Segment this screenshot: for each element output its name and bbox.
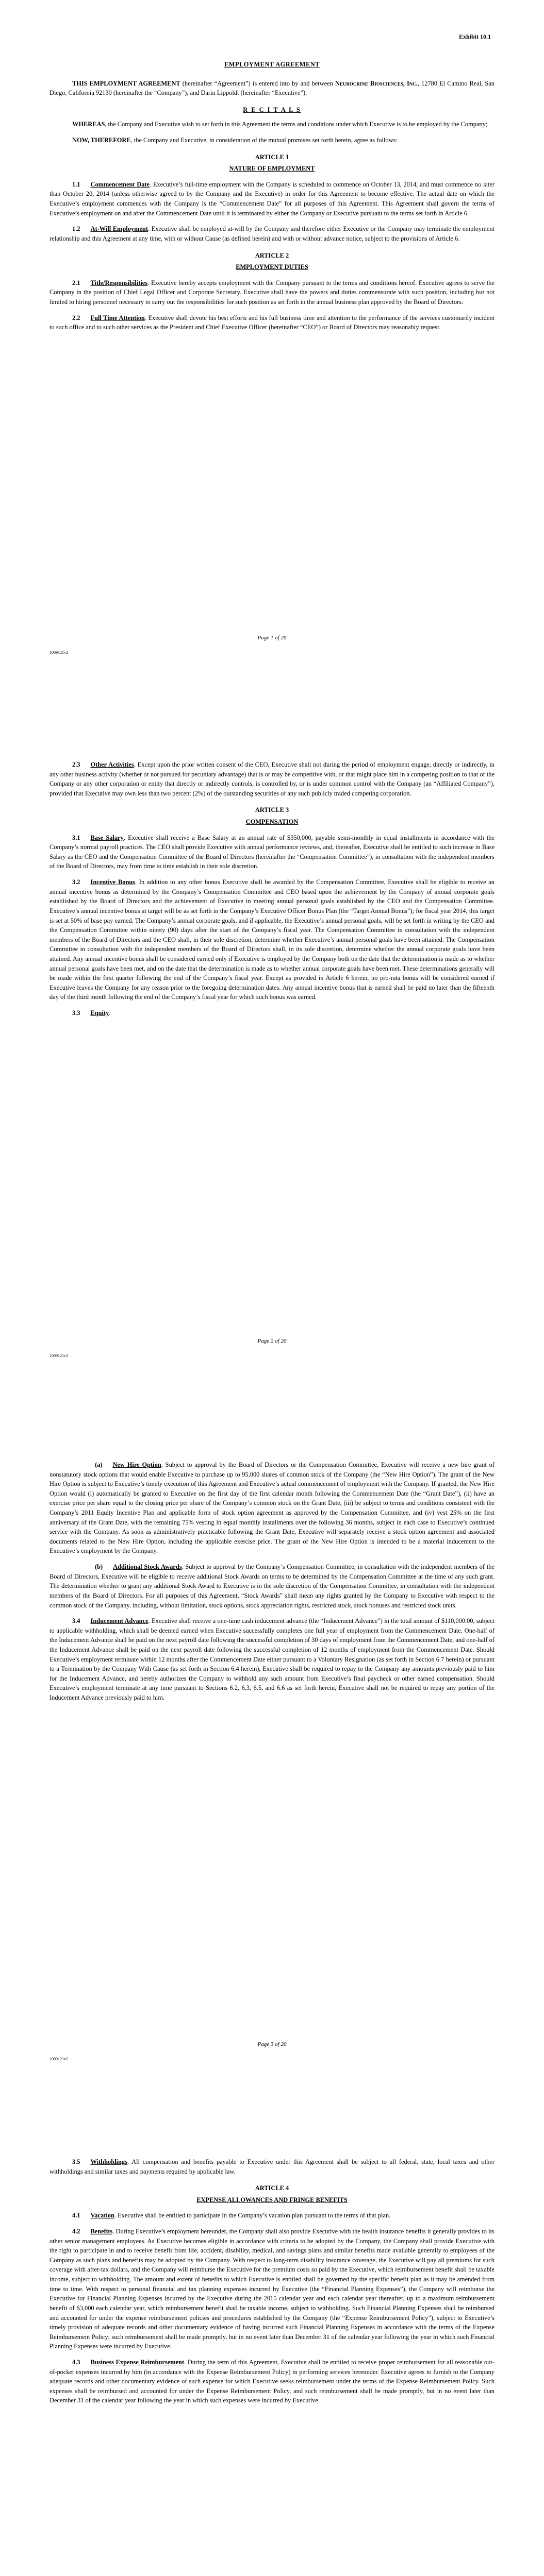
subsection-label: (b) [95, 1563, 103, 1571]
section-heading: Benefits [90, 2228, 113, 2235]
section-3-1 [50, 833, 494, 871]
exhibit-label: Exhibit 10.1 [459, 33, 491, 40]
now-therefore-text: , the Company and Executive, in consideration of the mutual promises set forth herein, agree as follows: [130, 137, 398, 144]
section-2-3 [50, 760, 494, 798]
section-heading: Incentive Bonus [90, 878, 136, 886]
section-number: 4.1 [72, 2212, 80, 2219]
section-heading: Vacation [90, 2212, 114, 2219]
section-heading: Equity [90, 1009, 109, 1017]
section-text: . Except upon the prior written consent of the CEO, Executive shall not during the period of employment engage, directly or indirectly, in any other business activity (whether or not pursued for pecuniary advantage) that is or may be competitive with, or that might place him in a competing position to that of the Company or any other corporation or entity that directly or indirectly controls, is controlled by, or is under common control with the Company (an “Affiliated Company”), provided that Executive may own less than two percent (2%) of the outstanding securities of any such publicly traded competing corporation. [50, 761, 495, 797]
article-3-heading: ARTICLE 3 [255, 806, 289, 814]
section-3-3 [50, 1008, 494, 1018]
document-page-4 [0, 2110, 544, 2576]
section-3-2 [50, 877, 494, 1002]
section-1-1 [50, 180, 494, 218]
section-heading: Business Expense Reimbursement [90, 2358, 185, 2366]
section-text: . Executive shall be employed at-will by the Company and therefore either Executive or the Company may terminate the employment relationship and this Agreement at any time, with or without Cause (as defined herein) and with or without advance notice, subject to the provisions of Article 6. [50, 225, 494, 242]
section-2-1 [50, 278, 494, 307]
article-2-heading: ARTICLE 2 [255, 251, 289, 259]
page-footer: Page 1 of 20 [257, 635, 287, 641]
section-text: . In addition to any other bonus Executive shall be awarded by the Compensation Committee, Executive shall be eligible to receive an annual incentive bonus as determined by the Company’s Compensation Committee and CEO based upon the achievement by the Company of annual corporate goals established by the Board of Directors and the achievement of Executive in meeting annual personal goals established by the CEO and the Compensation Committee. Executive’s annual incentive bonus at target will be as set forth in the Company’s Executive Officer Bonus Plan (the “Target Annual Bonus”); for fiscal year 2014, this target is set at 50% of base pay earned. The Company’s annual corporate goals, and if applicable, the Executive’s annual personal goals, will be set forth in writing by the CEO and the Compensation Committee within ninety (90) days after the start of the Company’s fiscal year. The Compensation Committee in consultation with the independent members of the Board of Directors and the CEO shall, in their sole discretion, determine whether Executive’s annual personal goals have been attained. The Compensation Committee in consultation with the independent members of the Board of Directors shall, in its sole discretion, determine whether the annual corporate goals have been attained. Any annual incentive bonus shall be considered earned only if Executive is employed by the Company both on the date that the determination is made as to whether annual personal goals have been met, and on the date that the determination is made as to whether annual corporate goals have been met. These determinations generally will be made within the first quarter following the end of the Company’s fiscal year. Except as provided in Article 6 herein, no pro-rata bonus will be considered earned if Executive leaves the Company for any reason prior to the foregoing determination dates. Any annual incentive bonus that is earned shall be paid no later than the fifteenth day of the third month following the end of the Company’s fiscal year for which such bonus was earned. [50, 878, 494, 1001]
section-heading: Other Activities [90, 761, 134, 768]
whereas-text: , the Company and Executive wish to set forth in this Agreement the terms and conditions under which Executive is to be employed by the Company; [105, 121, 488, 128]
section-number: 3.1 [72, 834, 80, 841]
whereas-lead: WHEREAS [72, 121, 105, 128]
article-1-heading: ARTICLE 1 [255, 153, 289, 161]
section-number: 3.5 [72, 2158, 80, 2165]
document-code: 1009121v2 [50, 2057, 68, 2061]
section-number: 3.4 [72, 1617, 80, 1625]
section-text: . Subject to approval by the Company’s Compensation Committee, in consultation with the independent members of the Board of Directors, Executive will be eligible to receive additional Stock Awards on terms to be determined by the Compensation Committee at the time of any such grant. The determination whether to grant any additional Stock Award to Executive is in the sole discretion of the Compensation Committee, in consultation with the independent members of the Board of Directors. For all purposes of this Agreement, “Stock Awards” shall mean any rights granted by the Company to Executive with respect to the common stock of the Company, including, without limitation, stock options, stock appreciation rights, restricted stock, stock bonuses and restricted stock units. [50, 1563, 494, 1609]
section-number: 3.3 [72, 1009, 80, 1017]
section-text: . During Executive’s employment hereunder, the Company shall also provide Executive with the health insurance benefits it generally provides to its other senior management employees. As Executive becomes eligible in accordance with criteria to be adopted by the Company, the Company shall provide Executive with the right to participate in and to receive benefit from life, accident, disability, medical, and savings plans and similar benefits made available generally to employees of the Company as such plans and benefits may be adopted by the Company. With respect to long-term disability insurance coverage, the Executive will pay all premiums for such coverage with after-tax dollars, and the Company will reimburse the Executive for the premium costs so paid by the Executive, which reimbursement benefit shall be taxable income, subject to withholding. The amount and extent of benefits to which Executive is entitled shall be governed by the specific benefit plan as it may be amended from time to time. With respect to personal financial and tax planning expenses incurred by Executive (the “Financial Planning Expenses”), the Company will reimburse the Executive for Financial Planning Expenses incurred by the Executive during the 2015 calendar year and each calendar year thereafter, up to a maximum reimbursement benefit of $3,000 each calendar year, which reimbursement benefit shall be taxable income, subject to withholding. Such Financial Planning Expenses shall be reimbursed and accounted for under the expense reimbursement policies and procedures established by the Company (the “Expense Reimbursement Policy”), subject to Executive’s timely provision of adequate records and other documentary evidence of having incurred such Financial Planning Expenses in accordance with the terms of the Expense Reimbursement Policy; such reimbursement shall be made promptly, but in no event later than December 31 of the calendar year following the year in which such Financial Planning Expenses were incurred by Executive. [50, 2228, 494, 2350]
section-text: . Executive hereby accepts employment with the Company pursuant to the terms and conditions hereof. Executive agrees to serve the Company in the position of Chief Legal Officer and Corporate Secretary. Executive shall have the powers and duties commensurate with such position, including but not limited to hiring personnel necessary to carry out the responsibilities for such position as set forth in the annual business plan approved by the Board of Directors. [50, 279, 494, 306]
section-text: . Executive shall be entitled to participate in the Company’s vacation plan pursuant to the terms of that plan. [114, 2212, 391, 2219]
intro-text-a: (hereinafter “Agreement”) is entered into by and between [180, 79, 335, 87]
section-text: . During the term of this Agreement, Executive shall be entitled to receive proper reimbursement for all reasonable out-of-pocket expenses incurred by him (in accordance with the Expense Reimbursement Policy) in performing services hereunder. Executive agrees to furnish to the Company adequate records and other documentary evidence of such expense for which Executive seeks reimbursement under the terms of the Expense Reimbursement Policy. Such expenses shall be reimbursed and accounted for under the Expense Reimbursement Policy, and such reimbursement shall be made promptly, but in no event later than December 31 of the calendar year following the year in which such expenses were incurred by Executive. [50, 2358, 494, 2404]
section-text: . Executive’s full-time employment with the Company is scheduled to commence on October 13, 2014, and must commence no later than October 20, 2014 (unless otherwise agreed to by the Company and the Executive) in order for this Agreement to become effective. The actual date on which the Executive’s employment commences with the Company is the “Commencement Date” for all purposes of this Agreement. This Agreement shall govern the terms of Executive’s employment on and after the Commencement Date until it is terminated by either the Company or Executive pursuant to the terms set forth in Article 6. [50, 180, 495, 217]
article-3-title: COMPENSATION [245, 818, 299, 826]
article-4-title: EXPENSE ALLOWANCES AND FRINGE BENEFITS [196, 2196, 348, 2204]
section-number: 2.2 [72, 314, 80, 321]
article-2-title: EMPLOYMENT DUTIES [236, 263, 308, 271]
section-2-2 [50, 313, 494, 332]
section-heading: Full Time Attention [90, 314, 145, 321]
section-number: 2.3 [72, 761, 80, 768]
section-3-3-b [50, 1562, 494, 1610]
article-4-heading: ARTICLE 4 [255, 2184, 289, 2192]
document-page-1 [0, 0, 544, 703]
section-heading: Additional Stock Awards [113, 1563, 182, 1571]
section-text: . Subject to approval by the Board of Directors or the Compensation Committee, Executive will receive a new hire grant of nonstatutory stock options that would enable Executive to purchase up to 95,000 shares of common stock of the Company (the “New Hire Option”). The grant of the New Hire Option is subject to Executive’s timely execution of this Agreement and Executive’s actual commencement of employment with the Company. If granted, the New Hire Option would (i) automatically be granted to Executive on the first day of the first calendar month following the Commencement Date (the “Grant Date”), (ii) have an exercise price per share equal to the closing price per share of the Company’s common stock on the Grant Date, (iii) be subject to terms and conditions consistent with the Company’s 2011 Equity Incentive Plan and applicable form of stock option agreement as approved by the Compensation Committee, and (iv) vest 25% on the first anniversary of the Grant Date, with the remaining 75% vesting in equal monthly installments over the following 36 months, subject in each case to Executive’s continued service with the Company. As soon as administratively practicable following the Grant Date, Executive will separately receive a stock option agreement and associated documents related to the New Hire Option, including the applicable exercise price. The grant of the New Hire Option is intended to be a material inducement to the Executive’s employment by the Company. [50, 1461, 494, 1555]
intro-text-b: , 12780 El Camino Real, San Diego, California 92130 (hereinafter the “Company”), and Darin Lippoldt (hereinafter “Executive”). [50, 79, 495, 97]
section-text: . Executive shall receive a Base Salary at an annual rate of $350,000, payable semi-monthly in equal installments in accordance with the Company’s normal payroll practices. The CEO shall provide Executive with annual performance reviews, and, thereafter, Executive shall be entitled to such increase in Base Salary as the CEO and the Compensation Committee of the Board of Directors (hereinafter the “Compensation Committee”), in consultation with the independent members of the Board of Directors, may from time to time establish in their sole discretion. [50, 834, 494, 870]
section-heading: New Hire Option [112, 1461, 161, 1468]
company-name: Neurocrine Biosciences, Inc. [335, 79, 418, 87]
section-1-2 [50, 224, 494, 243]
section-number: 2.1 [72, 279, 80, 286]
page-footer: Page 2 of 20 [257, 1338, 287, 1344]
article-1-title: NATURE OF EMPLOYMENT [229, 165, 315, 173]
document-code: 1009121v2 [50, 650, 68, 655]
section-number: 4.2 [72, 2228, 80, 2235]
now-therefore-paragraph [50, 135, 494, 145]
section-number: 3.2 [72, 878, 80, 886]
section-number: 1.2 [72, 225, 80, 233]
section-4-1 [50, 2211, 494, 2221]
section-4-2 [50, 2227, 494, 2351]
section-text: . Executive shall devote his best efforts and his full business time and attention to the performance of the services customarily incident to such office and to such other services as the President and Chief Executive Officer (hereinafter “CEO”) or Board of Directors may reasonably request. [50, 314, 495, 331]
section-heading: At-Will Employment [90, 225, 148, 233]
section-text: . [109, 1009, 111, 1017]
section-heading: Base Salary [90, 834, 124, 841]
section-number: 4.3 [72, 2358, 80, 2366]
section-heading: Inducement Advance [90, 1617, 149, 1625]
document-title: EMPLOYMENT AGREEMENT [224, 61, 320, 68]
section-heading: Title/Responsibilities [90, 279, 148, 286]
document-page-2 [0, 703, 544, 1406]
now-therefore-lead: NOW, THEREFORE [72, 137, 131, 144]
section-heading: Withholdings [90, 2158, 127, 2165]
section-heading: Commencement Date [90, 180, 150, 188]
section-number: 1.1 [72, 180, 80, 188]
whereas-paragraph [50, 120, 494, 129]
section-text: . All compensation and benefits payable to Executive under this Agreement shall be subject to all federal, state, local taxes and other withholdings and similar taxes and payments required by applicable law. [50, 2158, 494, 2175]
intro-paragraph [50, 79, 494, 98]
section-4-3 [50, 2358, 494, 2405]
recitals-heading: R E C I T A L S [243, 106, 301, 113]
section-3-3-a [50, 1460, 494, 1556]
page-footer: Page 3 of 20 [257, 2041, 287, 2047]
intro-lead: THIS EMPLOYMENT AGREEMENT [72, 79, 180, 87]
section-3-4 [50, 1616, 494, 1702]
section-3-5 [50, 2157, 494, 2176]
subsection-label: (a) [95, 1461, 103, 1468]
section-text: . Executive shall receive a one-time cash inducement advance (the “Inducement Advance”) in the total amount of $110,000.00, subject to applicable withholding, which shall be deemed earned when Executive successfully completes one full year of employment from the Commencement Date. One-half of the Inducement Advance shall be paid on the next payroll date following the successful completion of 30 days of employment from the Commencement Date, and one-half of the Inducement Advance shall be paid on the next payroll date following the successful completion of 12 months of employment from the Commencement Date. Should Executive’s employment terminate within 12 months after the Commencement Date either pursuant to a Voluntary Resignation (as set forth in Section 6.7 herein) or pursuant to a Termination by the Company With Cause (as set forth in Section 6.4 herein), Executive shall be required to repay to the Company any amounts previously paid to him for the Inducement Advance, and hereby authorizes the Company to withhold any such amount from Executive’s final paycheck or other earned compensation. Should Executive’s employment terminate at any time pursuant to Sections 6.2, 6.3, 6.5, and 6.6 as set forth herein, Executive shall not be required to repay any portion of the Inducement Advance previously paid to him. [50, 1617, 494, 1702]
document-code: 1009121v2 [50, 1353, 68, 1358]
document-page-3 [0, 1406, 544, 2110]
